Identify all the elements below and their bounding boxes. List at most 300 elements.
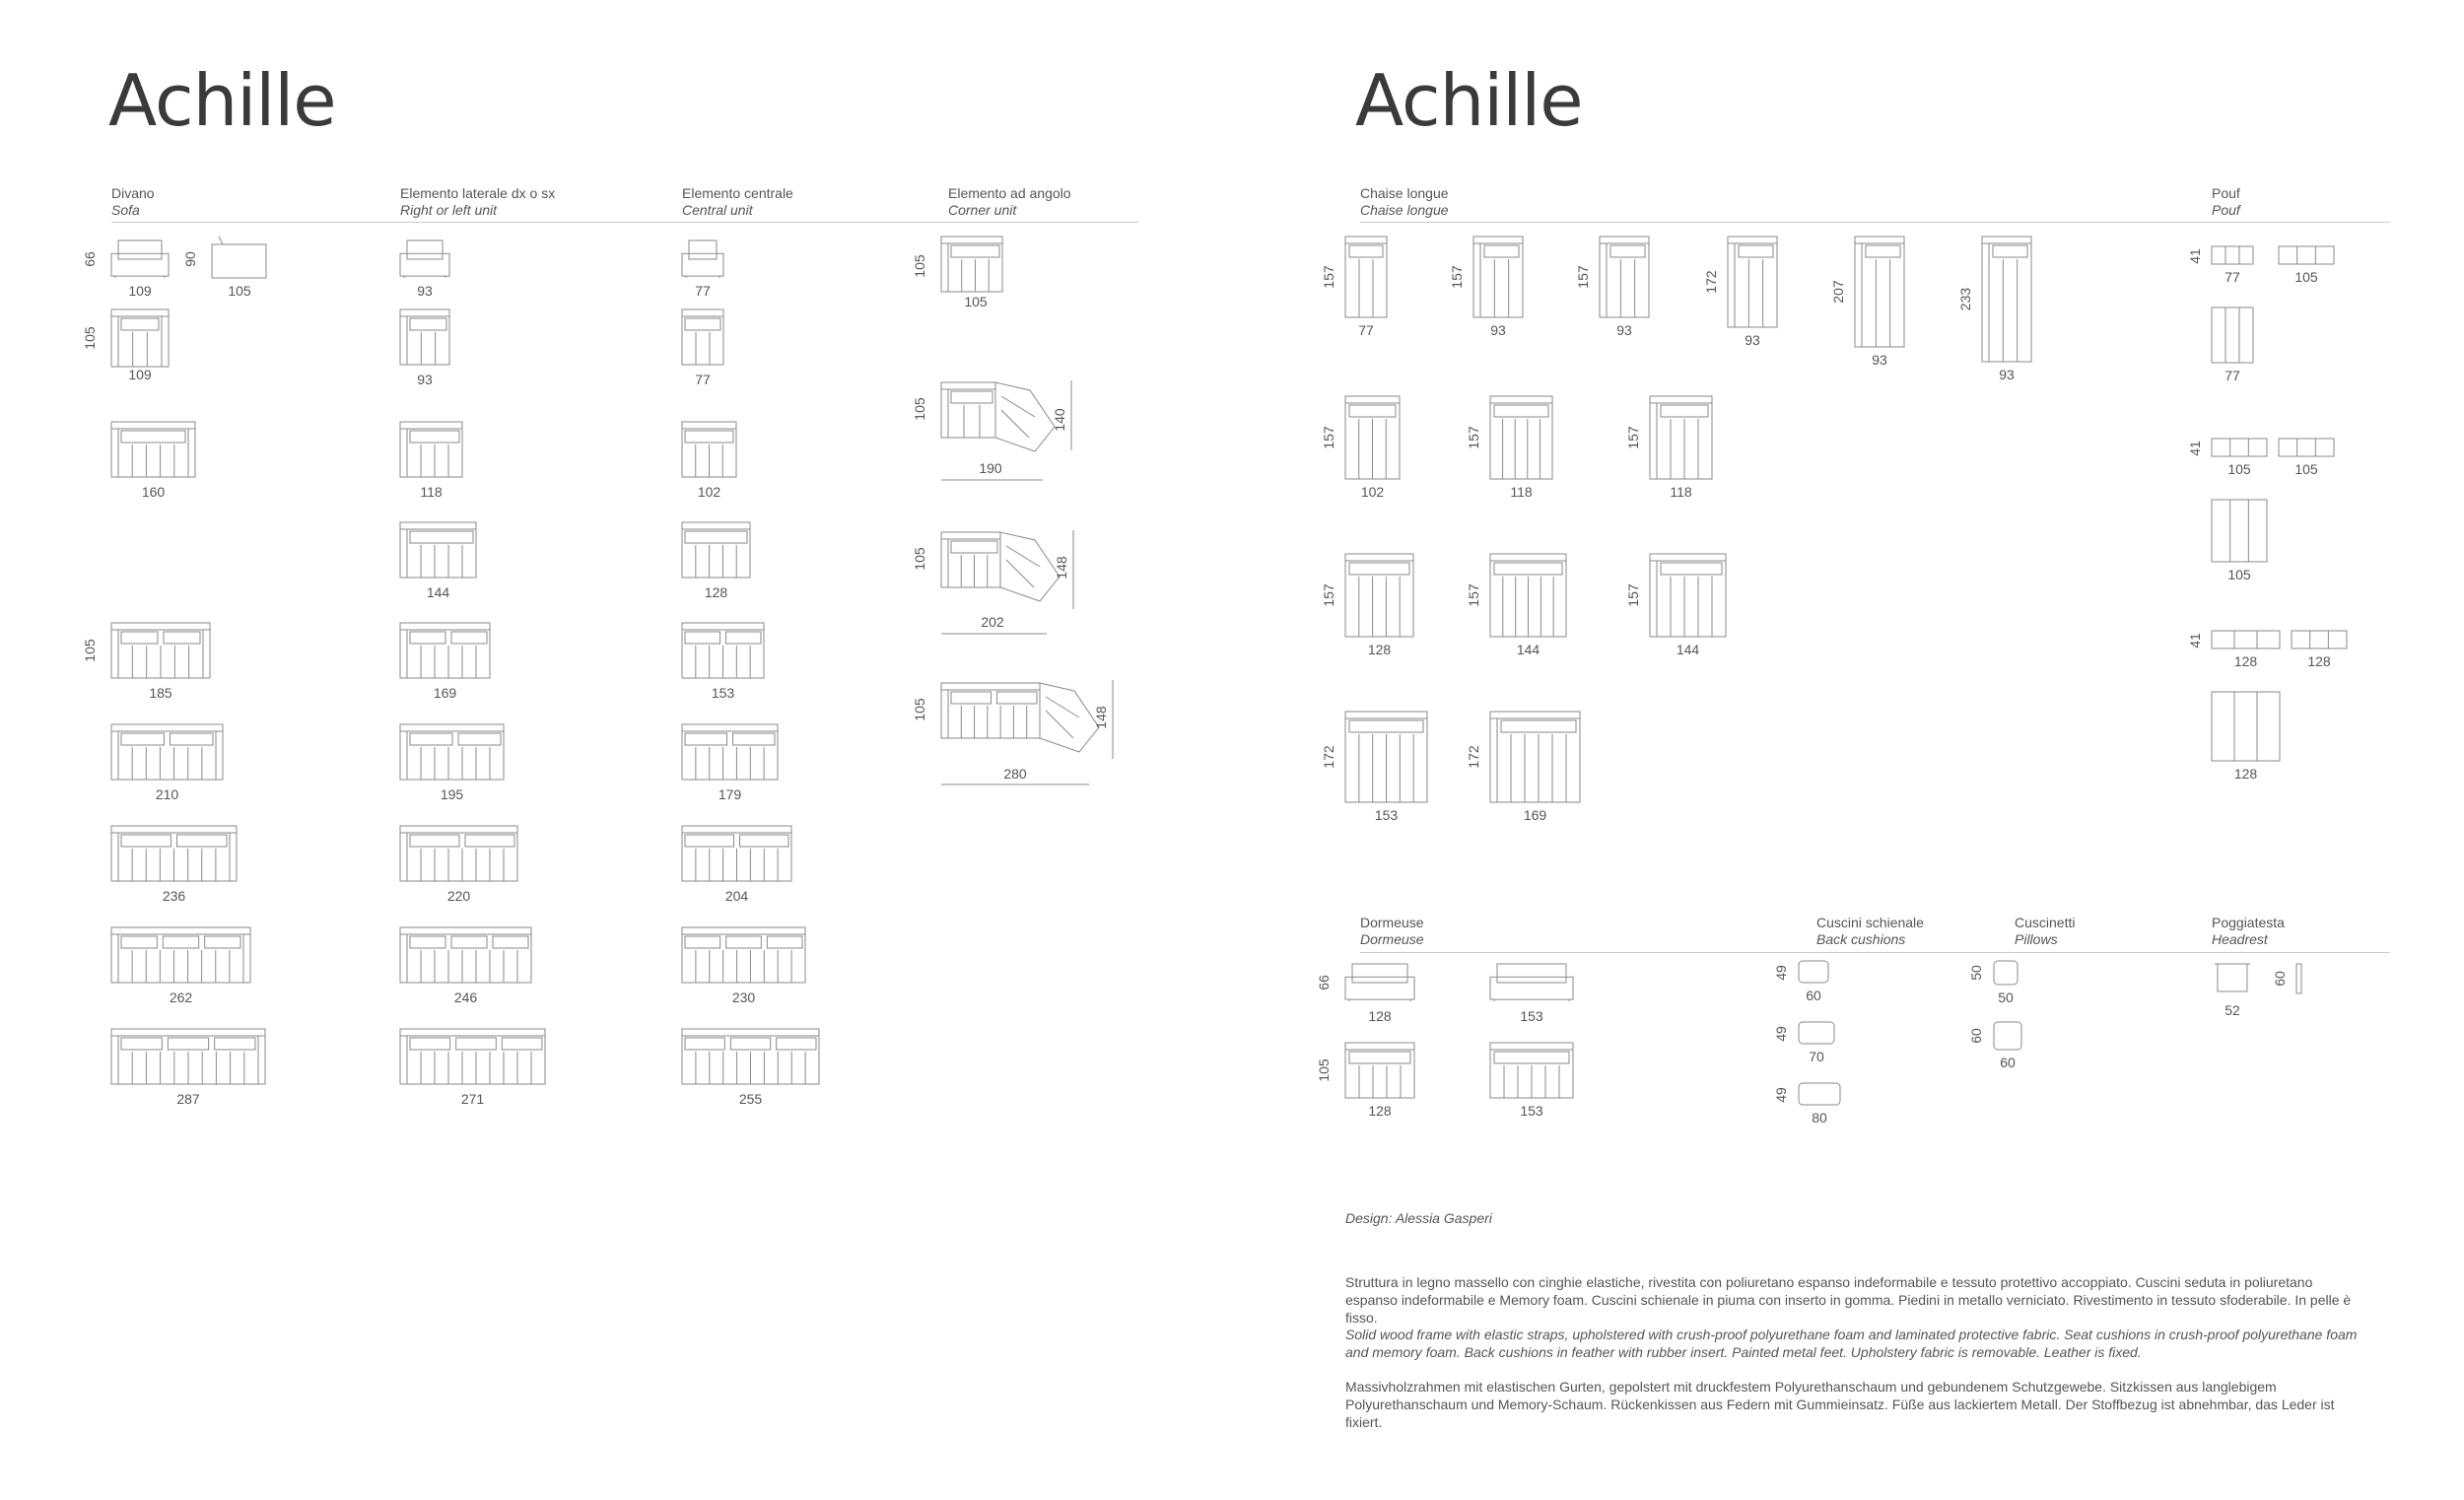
corner-straight-part (941, 382, 995, 438)
corner-unit-190 (941, 382, 1055, 451)
dormeuse-top-view (1345, 1043, 1414, 1098)
back-cushion (410, 936, 445, 948)
sofa-side-view (212, 244, 266, 278)
side-unit-top-view (400, 309, 449, 365)
chaise-width-label: 153 (1374, 807, 1399, 823)
section-central-unit-it: Elemento centrale (682, 185, 793, 201)
chaise-longue-top-view (1490, 396, 1552, 479)
central-unit-top-view (682, 927, 805, 983)
pillow-view (1994, 1022, 2021, 1050)
side-unit-width-label: 169 (433, 685, 457, 701)
back-cushion (205, 936, 240, 948)
side-unit-top-view (400, 1029, 545, 1084)
back-cushion (410, 431, 459, 443)
back-cushion (685, 936, 720, 948)
back-cushion-width-label: 80 (1812, 1110, 1827, 1125)
back-cushion (410, 733, 452, 745)
chaise-longue-top-view (1650, 554, 1726, 637)
back-cushion (163, 936, 198, 948)
back-cushion (465, 835, 514, 847)
corner-cushion (1006, 546, 1040, 567)
back-cushion (1993, 245, 2027, 257)
chaise-longue-top-view (1728, 237, 1777, 327)
corner-unit-280 (941, 683, 1099, 752)
section-chaise-en: Chaise longue (1360, 202, 1449, 218)
back-cushion (685, 632, 720, 644)
chaise-outline (1490, 396, 1552, 479)
side-unit-width-label: 220 (446, 888, 471, 904)
dormeuse-depth-label: 105 (1316, 1058, 1332, 1082)
headrest-side-view (2296, 964, 2301, 993)
description-english: Solid wood frame with elastic straps, upholstered with crush-proof polyurethane foam and laminated protective fabric. Seat cushions in crush-proof polyurethane foam and memory foam. Back cushions in feather with rubber insert. Painted metal feet. Upholstery fabric is removable. Leather is fixed. (1345, 1327, 2358, 1360)
corner-angled-part (1000, 532, 1060, 601)
back-cushion (685, 733, 727, 745)
back-outline (118, 240, 162, 259)
back-cushion (121, 431, 185, 443)
frame-outline (400, 927, 531, 983)
central-unit-top-view (682, 724, 778, 780)
back-cushion (767, 936, 802, 948)
chaise-longue-top-view (1490, 554, 1566, 637)
back-cushion (777, 1038, 816, 1050)
back-cushion (685, 318, 720, 330)
chaise-outline (1345, 237, 1387, 317)
side-unit-width-label: 271 (460, 1091, 485, 1107)
chaise-length-label: 233 (1957, 287, 1973, 311)
corner-side-label: 148 (1054, 556, 1069, 580)
back-cushion (177, 835, 228, 847)
sofa-top-view (111, 1029, 265, 1084)
central-unit-width-label: 153 (711, 685, 735, 701)
sofa-top-view (111, 422, 195, 477)
chaise-length-label: 172 (1466, 745, 1481, 769)
section-sofa-it: Divano (111, 185, 155, 201)
body-outline (111, 253, 169, 276)
back-cushion (164, 632, 200, 644)
section-chaise-it: Chaise longue (1360, 185, 1449, 201)
chaise-length-label: 157 (1466, 583, 1481, 607)
back-cushion (1661, 405, 1708, 417)
chaise-width-label: 93 (1872, 352, 1887, 368)
back-cushion-width-label: 70 (1809, 1049, 1824, 1064)
section-dormeuse-it: Dormeuse (1360, 915, 1424, 930)
sofa-width-label: 287 (176, 1091, 200, 1107)
corner-unit-small (941, 237, 1002, 292)
side-unit-width-label: 93 (417, 372, 433, 387)
back-cushion-height-label: 49 (1773, 1026, 1789, 1042)
dormeuse-front-view (1490, 964, 1573, 1001)
back-cushion (1661, 563, 1722, 575)
chaise-longue-top-view (1982, 237, 2031, 362)
side-unit-top-view (400, 422, 462, 477)
section-pillows-en: Pillows (2015, 931, 2058, 947)
section-corner-unit-en: Corner unit (948, 202, 1017, 218)
chaise-length-label: 157 (1321, 583, 1336, 607)
frame-outline (111, 422, 195, 477)
headrest-front-view (2218, 964, 2247, 991)
chaise-width-label: 93 (1999, 367, 2015, 382)
body-outline (1490, 977, 1573, 999)
central-unit-width-label: 179 (718, 786, 742, 802)
body-outline (1345, 977, 1414, 999)
back-cushion (733, 733, 776, 745)
section-back-cushions-en: Back cushions (1816, 931, 1906, 947)
back-cushion (740, 835, 789, 847)
back-cushion (121, 632, 158, 644)
back-cushion (685, 431, 733, 443)
right-page-title: Achille (1355, 59, 1583, 142)
pouf-side-view (2279, 439, 2334, 456)
back-cushion (1494, 563, 1562, 575)
section-central-unit-en: Central unit (682, 202, 753, 218)
sofa-width-label: 210 (155, 786, 179, 802)
side-unit-width-label: 93 (417, 283, 433, 299)
side-unit-front-view (400, 240, 449, 278)
sofa-depth: 105 (82, 326, 98, 350)
sofa-width-label: 109 (128, 367, 152, 382)
back-cushion (410, 318, 446, 330)
back-outline (1352, 964, 1407, 983)
sofa-front-width: 109 (128, 283, 152, 299)
sofa-side-height: 90 (182, 251, 198, 267)
corner-straight-part (941, 532, 1000, 587)
dormeuse-height-label: 66 (1316, 975, 1332, 990)
back-cushion (951, 245, 999, 257)
pillow-height-label: 50 (1968, 965, 1984, 981)
pouf-top-label: 128 (2233, 766, 2258, 782)
headrest-height-label: 60 (2272, 971, 2288, 987)
central-unit-width-label: 77 (695, 372, 711, 387)
pouf-width-label: 105 (2227, 461, 2251, 477)
pouf-width-label: 128 (2233, 653, 2258, 669)
chaise-width-label: 144 (1676, 642, 1700, 657)
section-pillows-it: Cuscinetti (2015, 915, 2076, 930)
dormeuse-width-label: 128 (1368, 1103, 1392, 1119)
chaise-length-label: 172 (1703, 270, 1719, 294)
back-cushion (1494, 405, 1548, 417)
chaise-width-label: 169 (1523, 807, 1547, 823)
pouf-height-label: 41 (2187, 441, 2203, 456)
chaise-longue-top-view (1650, 396, 1712, 479)
back-cushion (726, 936, 762, 948)
central-unit-width-label: 77 (695, 283, 711, 299)
section-headrest-en: Headrest (2212, 931, 2268, 947)
side-unit-top-view (400, 826, 517, 881)
corner-straight-part (941, 683, 1040, 738)
back-cushion (410, 1038, 450, 1050)
back-cushion (215, 1038, 255, 1050)
chaise-length-label: 157 (1625, 426, 1641, 449)
chaise-length-label: 157 (1625, 583, 1641, 607)
central-unit-width-label: 204 (724, 888, 749, 904)
corner-cushion (1046, 711, 1073, 738)
pouf-top-view (2212, 307, 2253, 363)
sofa-single-top (111, 309, 169, 367)
frame-outline (682, 522, 750, 578)
corner-width-label: 280 (1003, 766, 1027, 782)
pouf-side-label: 105 (2294, 461, 2318, 477)
pouf-height-label: 41 (2187, 248, 2203, 264)
pouf-top-view (2212, 692, 2280, 761)
back-cushion (168, 1038, 208, 1050)
back-outline (1497, 964, 1566, 983)
back-outline (689, 240, 717, 259)
section-back-cushions-it: Cuscini schienale (1816, 915, 1924, 930)
central-unit-width-label: 230 (731, 989, 756, 1005)
back-cushion (1484, 245, 1519, 257)
pouf-side-label: 105 (2294, 269, 2318, 285)
chaise-longue-top-view (1473, 237, 1523, 317)
chaise-length-label: 157 (1449, 265, 1465, 289)
chaise-width-label: 77 (1358, 322, 1374, 338)
back-cushion (171, 733, 214, 745)
frame-outline (941, 532, 1000, 587)
frame-outline (941, 237, 1002, 292)
frame-outline (400, 422, 462, 477)
chaise-longue-top-view (1490, 712, 1580, 802)
frame-outline (400, 522, 476, 578)
pillow-width-label: 60 (2000, 1055, 2016, 1070)
chaise-longue-top-view (1345, 396, 1400, 479)
chaise-width-label: 93 (1490, 322, 1506, 338)
side-unit-width-label: 144 (426, 584, 450, 600)
sofa-width-label: 160 (141, 484, 166, 500)
back-cushion (1349, 720, 1423, 732)
chaise-longue-top-view (1345, 237, 1387, 317)
back-cushion (730, 1038, 770, 1050)
sofa-side-back (219, 237, 223, 244)
chaise-outline (1345, 1043, 1414, 1098)
frame-outline (400, 724, 504, 780)
corner-width-label: 190 (979, 460, 1002, 476)
corner-angled-part (1040, 683, 1099, 752)
chaise-outline (1650, 554, 1726, 637)
back-cushion (1610, 245, 1645, 257)
sofa-width-label: 236 (162, 888, 186, 904)
pouf-side-label: 128 (2307, 653, 2331, 669)
back-cushion (410, 632, 445, 644)
central-unit-top-view (682, 422, 736, 477)
back-cushion-view (1799, 1083, 1840, 1105)
pouf-side-view (2292, 631, 2347, 648)
designer-credit: Design: Alessia Gasperi (1345, 1210, 1492, 1226)
side-unit-top-view (400, 927, 531, 983)
corner-depth-label: 105 (912, 698, 927, 721)
side-unit-width-label: 195 (440, 786, 464, 802)
description-german: Massivholzrahmen mit elastischen Gurten, gepolstert mit druckfestem Polyurethanschaum und gebundenem Schutzgewebe. Sitzkissen aus langlebigem Polyurethanschaum und Memory-Schaum. Rückenkissen aus Federn mit Gummieinsatz. Füße aus lackiertem Metall. Der Stoffbezug ist abnehmbar, das Leder ist fixiert. (1345, 1379, 2335, 1430)
pouf-side-view (2279, 246, 2334, 264)
sofa-width-label: 185 (149, 685, 172, 701)
back-cushion (451, 632, 487, 644)
chaise-length-label: 157 (1575, 265, 1591, 289)
corner-depth-label: 105 (912, 547, 927, 571)
pouf-width-label: 77 (2224, 269, 2240, 285)
side-unit-width-label: 118 (420, 484, 443, 500)
dormeuse-width-label: 153 (1520, 1008, 1543, 1024)
dormeuse-front-view (1345, 964, 1414, 1001)
sofa-top-view (111, 623, 210, 678)
corner-side-label: 140 (1052, 408, 1067, 432)
chaise-width-label: 93 (1745, 332, 1760, 348)
back-outline (407, 240, 443, 259)
pouf-front-view (2212, 246, 2253, 264)
central-unit-top-view (682, 1029, 819, 1084)
back-cushion-width-label: 60 (1806, 988, 1821, 1003)
back-cushion (951, 391, 992, 403)
frame-outline (682, 309, 723, 365)
pouf-front-view (2212, 631, 2280, 648)
back-cushion (997, 692, 1038, 704)
back-cushion (493, 936, 528, 948)
central-unit-width-label: 102 (697, 484, 721, 500)
corner-cushion (1001, 396, 1035, 417)
pillow-view (1994, 961, 2018, 985)
back-cushion (121, 733, 165, 745)
corner-width-label: 202 (981, 614, 1004, 630)
back-cushion (951, 541, 997, 553)
central-unit-top-view (682, 623, 764, 678)
back-cushion (121, 318, 159, 330)
chaise-width-label: 144 (1516, 642, 1540, 657)
back-cushion (502, 1038, 542, 1050)
section-headrest-it: Poggiatesta (2212, 915, 2285, 930)
back-cushion (1501, 720, 1576, 732)
back-cushion (685, 835, 734, 847)
chaise-outline (1345, 554, 1413, 637)
frame-outline (400, 1029, 545, 1084)
section-pouf-en: Pouf (2212, 202, 2240, 218)
chaise-width-label: 102 (1360, 484, 1385, 500)
back-cushion (456, 1038, 497, 1050)
back-cushion (1349, 405, 1396, 417)
back-cushion (1349, 245, 1383, 257)
sofa-top-view (111, 826, 237, 881)
chaise-width-label: 118 (1670, 484, 1692, 500)
pouf-height-label: 41 (2187, 633, 2203, 648)
frame-outline (400, 826, 517, 881)
back-cushion (410, 531, 473, 543)
chaise-width-label: 93 (1616, 322, 1632, 338)
sofa-front-view (111, 240, 169, 278)
body-outline (682, 253, 723, 276)
section-pouf-it: Pouf (2212, 185, 2240, 201)
dormeuse-top-view (1490, 1043, 1573, 1098)
chaise-longue-top-view (1600, 237, 1649, 317)
side-unit-width-label: 246 (453, 989, 478, 1005)
back-cushion (951, 692, 992, 704)
section-sofa-en: Sofa (111, 202, 140, 218)
frame-outline (941, 683, 1040, 738)
chaise-length-label: 157 (1466, 426, 1481, 449)
section-corner-unit-it: Elemento ad angolo (948, 185, 1071, 201)
central-unit-front-view (682, 240, 723, 278)
chaise-length-label: 157 (1321, 426, 1336, 449)
chaise-longue-top-view (1345, 554, 1413, 637)
sofa-top-view (111, 724, 223, 780)
corner-angled-part (995, 382, 1055, 451)
side-unit-top-view (400, 623, 490, 678)
sofa-width-label: 262 (169, 989, 193, 1005)
chaise-longue-top-view (1855, 237, 1904, 347)
back-cushion-view (1799, 1022, 1834, 1044)
corner-side-label: 148 (1093, 706, 1109, 729)
central-unit-top-view (682, 522, 750, 578)
headrest-width-label: 52 (2224, 1002, 2240, 1018)
back-cushion (685, 531, 747, 543)
frame-outline (682, 724, 778, 780)
corner-width-label: 105 (964, 294, 988, 309)
pillow-height-label: 60 (1968, 1028, 1984, 1044)
left-page-title: Achille (108, 59, 336, 142)
sofa-depth: 105 (82, 639, 98, 662)
frame-outline (682, 927, 805, 983)
pouf-top-label: 105 (2227, 567, 2251, 582)
dormeuse-width-label: 128 (1368, 1008, 1392, 1024)
pillow-width-label: 50 (1998, 989, 2014, 1005)
central-unit-width-label: 255 (738, 1091, 763, 1107)
central-unit-top-view (682, 826, 791, 881)
back-cushion (121, 1038, 162, 1050)
back-cushion (1349, 1052, 1410, 1063)
chaise-longue-top-view (1345, 712, 1427, 802)
central-unit-top-view (682, 309, 723, 365)
sofa-side-width: 105 (228, 283, 251, 299)
chaise-width-label: 118 (1510, 484, 1533, 500)
chaise-length-label: 157 (1321, 265, 1336, 289)
back-cushion (458, 733, 501, 745)
corner-depth-label: 105 (912, 397, 927, 421)
back-cushion (1739, 245, 1773, 257)
back-cushion (410, 835, 459, 847)
corner-cushion (1006, 560, 1034, 587)
chaise-length-label: 207 (1830, 280, 1846, 304)
chaise-length-label: 172 (1321, 745, 1336, 769)
section-side-unit-en: Right or left unit (400, 202, 498, 218)
back-cushion-height-label: 49 (1773, 965, 1789, 981)
corner-depth-label: 105 (912, 254, 927, 278)
corner-unit-202 (941, 532, 1060, 601)
back-cushion (451, 936, 487, 948)
back-cushion (1349, 563, 1409, 575)
corner-cushion (1046, 697, 1079, 717)
side-unit-top-view (400, 724, 504, 780)
back-cushion (121, 835, 171, 847)
back-cushion (1866, 245, 1900, 257)
description-italian: Struttura in legno massello con cinghie elastiche, rivestita con poliuretano espanso indeformabile e tessuto protettivo accoppiato. Cuscini seduta in poliuretano espanso indeformabile e Memory foam. Cuscini schienale in piuma con inserto in gomma. Piedini in metallo verniciato. Rivestimento in tessuto sfoderabile. In pelle è fisso. (1345, 1274, 2352, 1326)
sofa-top-view (111, 927, 250, 983)
sofa-front-height: 66 (82, 251, 98, 267)
side-unit-top-view (400, 522, 476, 578)
corner-cushion (1001, 410, 1029, 438)
back-cushion (726, 632, 762, 644)
pouf-top-label: 77 (2224, 368, 2240, 383)
pouf-front-view (2212, 439, 2267, 456)
back-cushion (685, 1038, 724, 1050)
central-unit-width-label: 128 (704, 584, 728, 600)
chaise-outline (1650, 396, 1712, 479)
dormeuse-width-label: 153 (1520, 1103, 1543, 1119)
frame-outline (111, 724, 223, 780)
back-cushion (121, 936, 157, 948)
back-cushion-view (1799, 961, 1828, 983)
frame-outline (941, 382, 995, 438)
chaise-width-label: 128 (1367, 642, 1392, 657)
section-side-unit-it: Elemento laterale dx o sx (400, 185, 556, 201)
section-dormeuse-en: Dormeuse (1360, 931, 1424, 947)
back-cushion (1494, 1052, 1569, 1063)
back-cushion-height-label: 49 (1773, 1087, 1789, 1103)
pouf-top-view (2212, 500, 2267, 562)
